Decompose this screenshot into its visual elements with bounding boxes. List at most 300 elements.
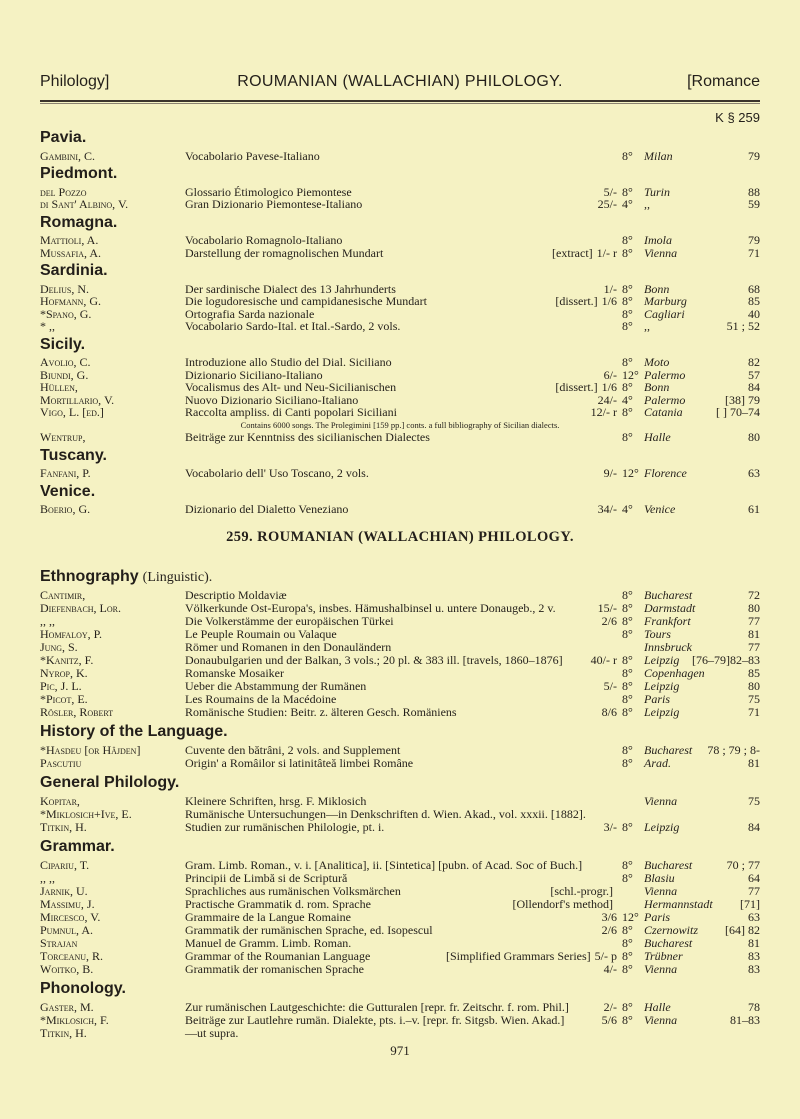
entry-place: Innsbruck (644, 640, 692, 654)
entry-format: 8° (622, 380, 633, 394)
entry-author: *Kanitz, F. (40, 653, 94, 667)
entry-year: 61 (748, 502, 760, 516)
entry-title: Grammar of the Roumanian Language (185, 949, 371, 963)
entry-price: 2/6 (601, 614, 617, 628)
entry-format: 8° (622, 233, 633, 247)
entry-format: 8° (622, 949, 633, 963)
entry-author: ,, ,, (40, 871, 55, 885)
entry-format: 8° (622, 820, 633, 834)
entry-year: 77 (748, 614, 760, 628)
section-reference: K § 259 (715, 110, 760, 125)
entry-price-group (555, 295, 617, 308)
entry-year: 84 (748, 820, 760, 834)
bibliography-entry (40, 356, 760, 369)
entry-note: [dissert.] (555, 380, 598, 394)
entry-year: 82 (748, 355, 760, 369)
section-heading (40, 259, 760, 283)
entry-format: 8° (622, 245, 633, 260)
entry-format: 8° (622, 962, 633, 976)
entry-year: 85 (748, 294, 760, 308)
entry-year: 79 (748, 148, 760, 163)
entry-place: Bucharest (644, 588, 693, 602)
entry-author: *Miklosich, F. (40, 1013, 109, 1027)
roumanian-philology-list (40, 564, 760, 1040)
entry-format: 8° (622, 666, 633, 680)
entry-author: Vigo, L. [ed.] (40, 405, 104, 419)
entry-title: Romänische Studien: Beitr. z. älteren Gesch. Romäniens (185, 705, 457, 719)
entry-place: Leipzig (644, 679, 680, 693)
entry-price-group (598, 503, 617, 516)
entry-price: 9/- (603, 466, 617, 480)
entry-format: 4° (622, 392, 633, 407)
entry-price: 40/- r (590, 653, 617, 667)
entry-price-group (552, 247, 617, 260)
entry-year: 79 (748, 233, 760, 247)
entry-year: 75 (748, 794, 760, 808)
bibliography-entry (40, 247, 760, 260)
entry-author: Diefenbach, Lor. (40, 601, 121, 615)
entry-price: 3/6 (601, 910, 617, 924)
entry-price: 6/- (603, 367, 617, 382)
chapter-title: 259. ROUMANIAN (WALLACHIAN) PHILOLOGY. (226, 529, 574, 545)
entry-format: 8° (622, 306, 633, 321)
entry-title: Vocabolario Sardo-Ital. et Ital.-Sardo, 2 vols. (185, 319, 401, 333)
entry-format: 8° (622, 756, 633, 770)
entry-title: Studien zur rumänischen Philologie, pt. i. (185, 820, 385, 834)
bibliography-entry (40, 381, 760, 394)
entry-year: 77 (748, 640, 760, 654)
section-heading-text: History of the Language. (40, 723, 228, 740)
section-heading (40, 564, 760, 589)
entry-author: Pascutiu (40, 756, 82, 770)
entry-note: [schl.-progr.] (550, 884, 613, 898)
entry-title: Nuovo Dizionario Siciliano-Italiano (185, 392, 359, 407)
entry-price: 12/- r (590, 405, 617, 419)
entry-note: [Simplified Grammars Series] (446, 949, 591, 963)
entry-author: Kopitar, (40, 794, 80, 808)
entry-format: 8° (622, 858, 633, 872)
entry-author: Homfaloy, P. (40, 627, 102, 641)
entry-place: Moto (644, 355, 670, 369)
entry-price-group (446, 950, 617, 963)
entry-author: Mattioli, A. (40, 233, 99, 247)
entry-year: 63 (748, 910, 760, 924)
entry-title: Introduzione allo Studio del Dial. Siciliano (185, 355, 392, 369)
entry-author: Boerio, G. (40, 502, 91, 516)
section-heading (40, 162, 760, 186)
entry-place: Darmstadt (644, 601, 696, 615)
section-heading (40, 126, 760, 150)
entry-year: [71] (740, 897, 760, 911)
entry-author: *Picot, E. (40, 692, 88, 706)
entry-title: Practische Grammatik d. rom. Sprache (185, 897, 371, 911)
entry-note: [extract] (552, 245, 593, 260)
entry-place: Tours (644, 627, 671, 641)
bibliography-entry (40, 406, 760, 419)
section-heading-text: Sicily. (40, 335, 86, 353)
entry-format: 12° (622, 910, 639, 924)
entry-author: Titkin, H. (40, 1026, 87, 1040)
entry-format: 8° (622, 653, 633, 667)
entry-price: 2/- (603, 1000, 617, 1014)
header-left: Philology] (40, 73, 110, 90)
section-heading (40, 333, 760, 357)
entry-title: Descriptio Moldaviæ (185, 588, 287, 602)
entry-author: Hüllen, (40, 380, 78, 394)
entry-author: di Sant' Albino, V. (40, 197, 129, 211)
entry-year: 83 (748, 962, 760, 976)
entry-price: 1/- r (596, 245, 617, 260)
entry-title: Manuel de Gramm. Limb. Roman. (185, 936, 352, 950)
entry-place: Hermannstadt (644, 897, 713, 911)
entry-place: Bonn (644, 380, 670, 394)
entry-year: 80 (748, 679, 760, 693)
section-heading-text: Pavia. (40, 129, 87, 146)
entry-year: 81 (748, 936, 760, 950)
entry-place: Leipzig (644, 820, 680, 834)
entry-author: Pic, J. L. (40, 679, 82, 693)
entry-title: Beiträge zur Kenntniss des sicilianischen Dialectes (185, 430, 430, 444)
entry-title: Rumänische Untersuchungen—in Denkschriften d. Wien. Akad., vol. xxxii. [1882]. (185, 807, 586, 821)
entry-title: —ut supra. (185, 1026, 239, 1040)
entry-price: 5/- (603, 184, 617, 199)
bibliography-entry (40, 150, 760, 163)
section-heading-text: General Philology. (40, 774, 180, 791)
entry-title: Grammatik der rumänischen Sprache, ed. Isopescul (185, 923, 433, 937)
entry-price: 5/6 (601, 1013, 617, 1027)
entry-title: Römer und Romanen in den Donauländern (185, 640, 392, 654)
entry-price-group (602, 615, 617, 628)
entry-year: 81–83 (730, 1013, 760, 1027)
running-header (40, 72, 760, 92)
entry-note: [Ollendorf's method] (512, 897, 613, 911)
entry-format: 8° (622, 1013, 633, 1027)
entry-price: 4/- (603, 962, 617, 976)
entry-title: Vocabolario Romagnolo-Italiano (185, 233, 343, 247)
entry-year: 83 (748, 949, 760, 963)
entry-price: 8/6 (601, 705, 617, 719)
entry-format: 8° (622, 936, 633, 950)
entry-author: Jarnik, U. (40, 884, 88, 898)
section-heading-text: Piedmont. (40, 165, 118, 182)
entry-title: Kleinere Schriften, hrsg. F. Miklosich (185, 794, 367, 808)
bibliography-entry (40, 706, 760, 719)
entry-author: Biundi, G. (40, 367, 89, 382)
section-heading (40, 444, 760, 468)
entry-format: 8° (622, 705, 633, 719)
entry-title: Principii de Limbă si de Scriptură (185, 871, 348, 885)
bibliography-entry (40, 1027, 760, 1040)
entry-author: Delius, N. (40, 281, 89, 296)
entry-title: Les Roumains de la Macédoine (185, 692, 337, 706)
entry-author: Hofmann, G. (40, 294, 102, 308)
entry-year: 78 ; 79 ; 8- (707, 743, 760, 757)
entry-author: Fanfani, P. (40, 466, 91, 480)
entry-format: 8° (622, 1000, 633, 1014)
entry-place: Bonn (644, 281, 670, 296)
entry-price: 1/6 (601, 380, 617, 394)
section-heading (40, 719, 760, 744)
entry-author: Massimu, J. (40, 897, 95, 911)
entry-author: *Hasdeu [or Hâjden] (40, 743, 141, 757)
entry-price: 5/- p (594, 949, 617, 963)
entry-author: Gambini, C. (40, 148, 96, 163)
entry-format: 8° (622, 679, 633, 693)
entry-price: 3/- (603, 820, 617, 834)
entry-title: Die logudoresische und campidanesische Mundart (185, 294, 427, 308)
entry-author: Wentrup, (40, 430, 86, 444)
entry-place: Florence (644, 466, 687, 480)
entry-format: 8° (622, 743, 633, 757)
entry-place: Marburg (644, 294, 687, 308)
entry-place: Paris (644, 910, 671, 924)
entry-place: Palermo (644, 367, 686, 382)
entry-format: 12° (622, 466, 639, 480)
entry-author: *Spano, G. (40, 306, 92, 321)
entry-price-group (604, 963, 617, 976)
bibliography-entry (40, 198, 760, 211)
bibliography-entry (40, 308, 760, 321)
entry-year: 57 (748, 367, 760, 382)
entry-author: Pumnul, A. (40, 923, 94, 937)
entry-format: 8° (622, 319, 633, 333)
entry-format: 8° (622, 430, 633, 444)
entry-place: Catania (644, 405, 683, 419)
entry-price-group (602, 924, 617, 937)
entry-author: Mussafia, A. (40, 245, 102, 260)
entry-year: 68 (748, 281, 760, 296)
entry-title: Gram. Limb. Roman., v. i. [Analitica], ii. [Sintetica] [pubn. of Acad. Soc of Buch.] (185, 858, 583, 872)
entry-year: 81 (748, 756, 760, 770)
entry-year: 63 (748, 466, 760, 480)
entry-place: Venice (644, 502, 676, 516)
header-rule (40, 100, 760, 102)
entry-place: Vienna (644, 245, 678, 260)
entry-author: Rösler, Robert (40, 705, 114, 719)
entry-title: Dizionario del Dialetto Veneziano (185, 502, 349, 516)
entry-title: Vocalismus des Alt- und Neu-Sicilianischen (185, 380, 397, 394)
entry-place: Vienna (644, 794, 678, 808)
entry-title: Romanske Mosaiker (185, 666, 284, 680)
entry-format: 4° (622, 197, 633, 211)
section-heading (40, 976, 760, 1001)
entry-place: Vienna (644, 1013, 678, 1027)
section-heading (40, 480, 760, 504)
entry-place: Leipzig (644, 705, 680, 719)
entry-price: 25/- (597, 197, 617, 211)
entry-place: Copenhagen (644, 666, 705, 680)
section-heading-text: Venice. (40, 482, 96, 500)
entry-title: Origin' a Româilor si latinitâteă limbei Române (185, 756, 414, 770)
entry-title: Vocabolario Pavese-Italiano (185, 148, 320, 163)
entry-format: 8° (622, 627, 633, 641)
entry-year: [64] 82 (725, 923, 760, 937)
entry-title: Sprachliches aus rumänischen Volksmärchen (185, 884, 401, 898)
entry-format: 12° (622, 367, 639, 382)
entry-author: del Pozzo (40, 184, 87, 199)
entry-place: Bucharest (644, 743, 693, 757)
entry-title: Ueber die Abstammung der Rumänen (185, 679, 367, 693)
page-number: 971 (390, 1043, 410, 1058)
entry-price-group (604, 680, 617, 693)
entry-year: 81 (748, 627, 760, 641)
entry-price: 34/- (597, 502, 617, 516)
entry-title: Raccolta ampliss. di Canti popolari Siciliani (185, 405, 397, 419)
entry-place: Halle (644, 430, 671, 444)
entry-format: 8° (622, 601, 633, 615)
bibliography-entry (40, 431, 760, 444)
header-rule-thin (40, 103, 760, 104)
entry-format: 8° (622, 148, 633, 163)
entry-title: Donaubulgarien und der Balkan, 3 vols.; 20 pl. & 383 ill. [travels, 1860–1876] (185, 653, 563, 667)
entry-title: Zur rumänischen Lautgeschichte: die Gutturalen [repr. fr. Zeitschr. f. rom. Phil.] (185, 1000, 569, 1014)
section-heading-note: (Linguistic). (142, 570, 213, 585)
entry-title: Cuvente den bătrâni, 2 vols. and Supplement (185, 743, 401, 757)
entry-price: 1/- (603, 281, 617, 296)
entry-title: Grammaire de la Langue Romaine (185, 910, 351, 924)
entry-place: Paris (644, 692, 671, 706)
entry-author: *Miklosich+Ive, E. (40, 807, 132, 821)
entry-format: 8° (622, 588, 633, 602)
entry-price-group (602, 1014, 617, 1027)
entry-place: Frankfort (644, 614, 691, 628)
entry-note: [dissert.] (555, 294, 598, 308)
bibliography-entry (40, 186, 760, 199)
entry-year: 78 (748, 1000, 760, 1014)
entry-place: Milan (644, 148, 673, 163)
bibliography-entry (40, 757, 760, 770)
bibliography-entry (40, 821, 760, 834)
section-heading-text: Grammar. (40, 838, 115, 855)
entry-place: Palermo (644, 392, 686, 407)
entry-title: Ortografia Sarda nazionale (185, 306, 315, 321)
entry-author: Mortillario, V. (40, 392, 115, 407)
entry-place: Turin (644, 184, 671, 199)
entry-author: Nyrop, K. (40, 666, 88, 680)
entry-year: [38] 79 (725, 392, 760, 407)
section-heading (40, 770, 760, 795)
header-right: [Romance (687, 73, 760, 90)
entry-year: 77 (748, 884, 760, 898)
entry-author: Avolio, C. (40, 355, 91, 369)
entry-place: Bucharest (644, 936, 693, 950)
entry-price-group (598, 198, 617, 211)
entry-title: Grammatik der romanischen Sprache (185, 962, 364, 976)
section-heading-text: Phonology. (40, 980, 126, 997)
entry-place: Bucharest (644, 858, 693, 872)
entry-year: [76–79]82–83 (692, 653, 760, 667)
entry-year: 75 (748, 692, 760, 706)
entry-author: Jung, S. (40, 640, 78, 654)
entry-year: [ ] 70–74 (716, 405, 760, 419)
entry-format: 8° (622, 405, 633, 419)
entry-author: Cantimir, (40, 588, 86, 602)
bibliography-entry (40, 503, 760, 516)
entry-place: Vienna (644, 962, 678, 976)
entry-year: 88 (748, 184, 760, 199)
entry-year: 72 (748, 588, 760, 602)
entry-format: 8° (622, 355, 633, 369)
regional-dialects-list (40, 126, 760, 516)
entry-place: Blasiu (644, 871, 675, 885)
entry-year: 70 ; 77 (726, 858, 760, 872)
entry-year: 40 (748, 306, 760, 321)
entry-format: 8° (622, 692, 633, 706)
entry-year: 84 (748, 380, 760, 394)
entry-format: 8° (622, 923, 633, 937)
entry-place: Halle (644, 1000, 671, 1014)
entry-place: Trübner (644, 949, 683, 963)
bibliography-entry (40, 320, 760, 333)
entry-place: Arad. (644, 756, 671, 770)
entry-author: Torceanu, R. (40, 949, 104, 963)
entry-format: 8° (622, 184, 633, 199)
entry-author: * ,, (40, 319, 55, 333)
section-heading-text: Sardinia. (40, 262, 108, 279)
entry-title: Darstellung der romagnolischen Mundart (185, 245, 384, 260)
entry-place: Leipzig (644, 653, 680, 667)
entry-year: 80 (748, 430, 760, 444)
entry-title: Le Peuple Roumain ou Valaque (185, 627, 337, 641)
entry-format: 8° (622, 871, 633, 885)
header-title: ROUMANIAN (WALLACHIAN) PHILOLOGY. (237, 73, 563, 90)
entry-year: 64 (748, 871, 760, 885)
bibliography-entry (40, 295, 760, 308)
entry-title: Vocabolario dell' Uso Toscano, 2 vols. (185, 466, 369, 480)
bibliography-entry (40, 467, 760, 480)
entry-title: Die Volkerstämme der europäischen Türkei (185, 614, 394, 628)
entry-price: 24/- (597, 392, 617, 407)
entry-format: 8° (622, 614, 633, 628)
entry-place: Vienna (644, 884, 678, 898)
entry-author: Woitko, B. (40, 962, 94, 976)
entry-format: 4° (622, 502, 633, 516)
bibliography-entry (40, 234, 760, 247)
entry-place: ,, (644, 319, 650, 333)
entry-price-group (604, 467, 617, 480)
entry-author: Titkin, H. (40, 820, 87, 834)
entry-year: 85 (748, 666, 760, 680)
entry-title: Gran Dizionario Piemontese-Italiano (185, 197, 363, 211)
entry-year: 80 (748, 601, 760, 615)
entry-year: 71 (748, 245, 760, 260)
entry-author: Strajan (40, 936, 78, 950)
entry-price-group (591, 654, 617, 667)
entry-place: Cagliari (644, 306, 685, 321)
entry-year: 51 ; 52 (726, 319, 760, 333)
section-heading-text: Tuscany. (40, 446, 107, 464)
section-heading-text: Ethnography (40, 568, 139, 585)
entry-author: Cipariu, T. (40, 858, 90, 872)
entry-price-group (604, 821, 617, 834)
entry-price: 1/6 (601, 294, 617, 308)
entry-title: Dizionario Siciliano-Italiano (185, 367, 323, 382)
entry-author: Gaster, M. (40, 1000, 94, 1014)
entry-price: 5/- (603, 679, 617, 693)
section-heading (40, 211, 760, 235)
bibliography-entry (40, 963, 760, 976)
entry-title: Beiträge zur Lautlehre rumän. Dialekte, pts. i.–v. [repr. fr. Sitgsb. Wien. Akad.] (185, 1013, 565, 1027)
entry-title: Glossario Étimologico Piemontese (185, 184, 352, 199)
entry-place: Czernowitz (644, 923, 699, 937)
entry-format: 8° (622, 281, 633, 296)
section-heading (40, 834, 760, 859)
entry-author: ,, ,, (40, 614, 55, 628)
entry-price: 2/6 (601, 923, 617, 937)
bibliography-entry (40, 1014, 760, 1027)
entry-format: 8° (622, 294, 633, 308)
entry-place: ,, (644, 197, 650, 211)
